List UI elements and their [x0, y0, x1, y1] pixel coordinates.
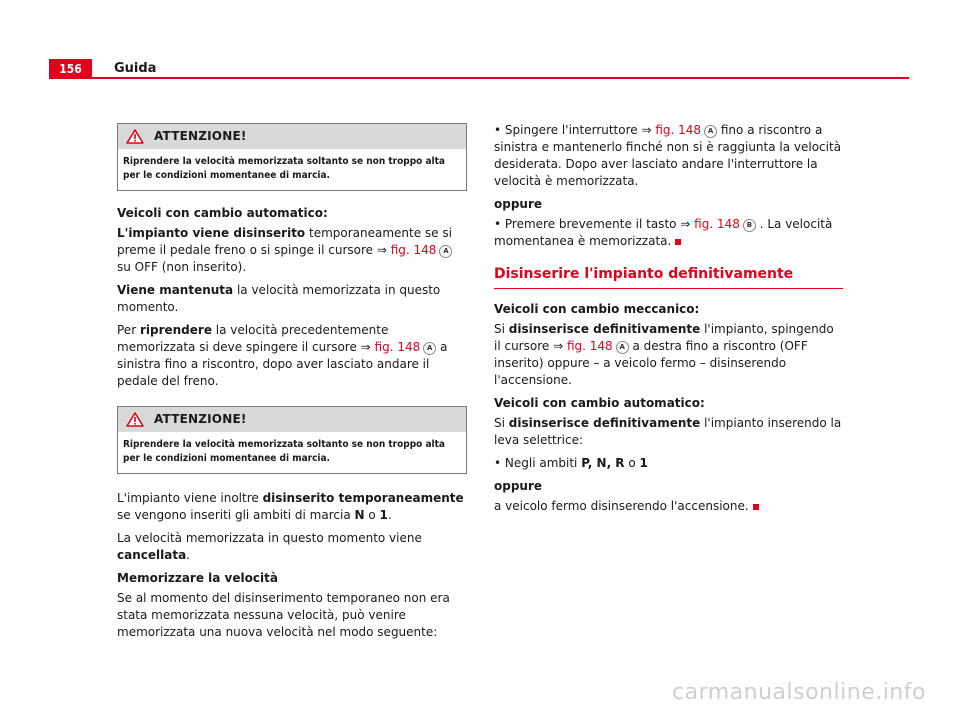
- figure-link[interactable]: fig. 148: [655, 123, 702, 137]
- warning-box: [117, 406, 467, 474]
- text: Si: [494, 322, 509, 336]
- gear-label: 1: [639, 456, 648, 470]
- warning-text: Riprendere la velocità memorizzata soltanto se non troppo alta per le condizioni momentanee di marcia.: [123, 156, 445, 181]
- right-column: [494, 122, 844, 521]
- paragraph: [494, 321, 844, 389]
- callout-badge: A: [439, 245, 452, 258]
- watermark: carmanualsonline.info: [672, 680, 926, 705]
- paragraph: [494, 415, 844, 449]
- gear-label: P, N, R: [581, 456, 625, 470]
- text: fino a riscontro a sinistra e mantenerlo finché non si è raggiunta la velocità desiderata. Dopo aver lasciato andare l'interruttore la velocità è memorizzata.: [494, 123, 842, 188]
- heading-automatic: Veicoli con cambio automatico:: [117, 206, 328, 220]
- warning-box: [117, 123, 467, 191]
- figure-link[interactable]: fig. 148: [694, 217, 740, 231]
- warning-header: [118, 124, 466, 149]
- text: . La velocità momentanea è memorizzata.: [494, 217, 833, 248]
- bold-term: disinserisce definitivamente: [508, 416, 701, 430]
- text: temporaneamente se si preme il pedale freno o si spinge il cursore ⇒: [117, 226, 452, 257]
- warning-title: ATTENZIONE!: [154, 129, 247, 143]
- left-column: [117, 123, 467, 647]
- bullet-item: [494, 216, 844, 250]
- text: a veicolo fermo disinserendo l'accensione.: [494, 499, 749, 513]
- bold-term: cancellata: [117, 548, 187, 562]
- gear-label: N: [354, 508, 365, 522]
- bold-term: disinserito temporaneamente: [262, 491, 464, 505]
- warning-header: [118, 407, 466, 432]
- text: la velocità precedentemente memorizzata si deve spingere il cursore ⇒: [117, 323, 389, 354]
- text: Per: [117, 323, 140, 337]
- bold-term: riprendere: [139, 323, 212, 337]
- heading-store-speed: Memorizzare la velocità: [117, 571, 278, 585]
- text: .: [387, 508, 392, 522]
- text: o: [624, 456, 640, 470]
- paragraph: Se al momento del disinserimento temporaneo non era stata memorizzata nessuna velocità, può venire memorizzata una nuova velocità nel modo seguente:: [117, 591, 450, 639]
- callout-badge: A: [704, 125, 717, 138]
- text: se vengono inseriti gli ambiti di marcia: [117, 508, 355, 522]
- figure-link[interactable]: fig. 148: [374, 340, 421, 354]
- paragraph: [117, 490, 467, 524]
- or-label: oppure: [494, 479, 543, 493]
- callout-badge: A: [423, 342, 436, 355]
- text: Si: [494, 416, 509, 430]
- figure-link[interactable]: fig. 148: [390, 243, 437, 257]
- or-label: oppure: [494, 197, 543, 211]
- heading-manual: Veicoli con cambio meccanico:: [494, 302, 700, 316]
- text: su OFF (non inserito).: [117, 260, 247, 274]
- bold-term: Viene mantenuta: [117, 283, 234, 297]
- warning-triangle-icon: [126, 129, 144, 144]
- warning-title: ATTENZIONE!: [154, 412, 247, 426]
- heading-automatic: Veicoli con cambio automatico:: [494, 396, 705, 410]
- bullet-item: [494, 455, 844, 472]
- paragraph: [117, 282, 467, 316]
- header-divider: [49, 77, 909, 79]
- end-marker-icon: [675, 239, 681, 245]
- paragraph: [117, 322, 467, 390]
- paragraph: [494, 498, 844, 515]
- callout-badge: B: [743, 219, 756, 232]
- section-title: Disinserire l'impianto definitivamente: [494, 266, 843, 289]
- text: • Premere brevemente il tasto ⇒: [494, 217, 695, 231]
- gear-label: 1: [379, 508, 388, 522]
- text: • Spingere l'interruttore ⇒: [494, 123, 656, 137]
- text: la velocità memorizzata in questo momento.: [117, 283, 441, 314]
- page-number: 156: [49, 59, 92, 79]
- section-header: Guida: [114, 61, 157, 76]
- bold-term: disinserisce definitivamente: [508, 322, 701, 336]
- paragraph: [117, 225, 467, 276]
- warning-text: Riprendere la velocità memorizzata soltanto se non troppo alta per le condizioni momentanee di marcia.: [123, 439, 445, 464]
- text: a destra fino a riscontro (OFF inserito) oppure – a veicolo fermo – disinserendo l'accensione.: [494, 339, 808, 387]
- text: La velocità memorizzata in questo momento viene: [117, 531, 422, 545]
- text: L'impianto viene inoltre: [117, 491, 263, 505]
- paragraph: [117, 530, 467, 564]
- text: a sinistra fino a riscontro, dopo aver lasciato andare il pedale del freno.: [117, 340, 448, 388]
- text: o: [364, 508, 380, 522]
- text: l'impianto, spingendo il cursore ⇒: [494, 322, 834, 353]
- warning-triangle-icon: [126, 412, 144, 427]
- text: l'impianto inserendo la leva selettrice:: [494, 416, 842, 447]
- bullet-item: [494, 122, 844, 190]
- text: • Negli ambiti: [494, 456, 582, 470]
- text: .: [186, 548, 190, 562]
- end-marker-icon: [753, 504, 759, 510]
- figure-link[interactable]: fig. 148: [566, 339, 613, 353]
- bold-term: L'impianto viene disinserito: [117, 226, 306, 240]
- callout-badge: A: [616, 341, 629, 354]
